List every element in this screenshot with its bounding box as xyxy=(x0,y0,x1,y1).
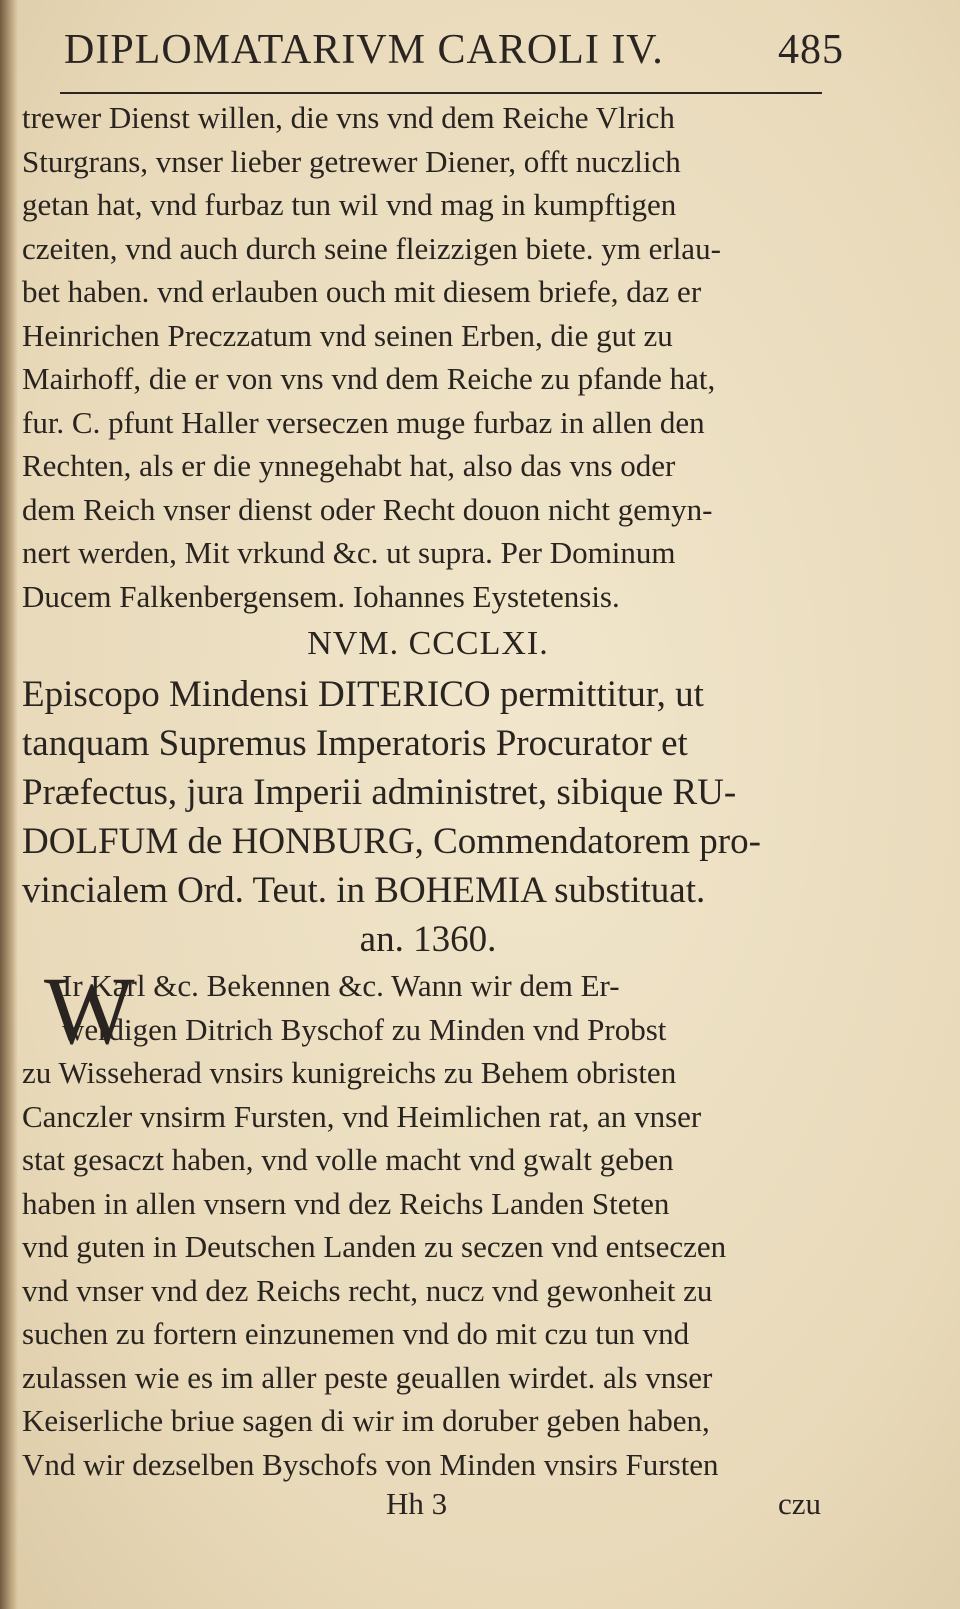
text-line: vnd vnser vnd dez Reichs recht, nucz vnd gewonheit zu xyxy=(22,1272,713,1308)
summary-line: DOLFUM de HONBURG, Commendatorem pro- xyxy=(22,821,761,862)
text-line: dem Reich vnser dienst oder Recht douon nicht gemyn- xyxy=(22,491,713,527)
text-line: zulassen wie es im aller peste geuallen wirdet. als vnser xyxy=(22,1359,713,1395)
drop-cap: W xyxy=(44,957,135,1064)
text-line: Canczler vnsirm Fursten, vnd Heimlichen rat, an vnser xyxy=(22,1098,702,1134)
text-line: Keiserliche briue sagen di wir im doruber geben haben, xyxy=(22,1403,710,1438)
text-line: bet haben. vnd erlauben ouch mit diesem briefe, daz er xyxy=(22,274,702,309)
text-line: Heinrichen Preczzatum vnd seinen Erben, die gut zu xyxy=(22,317,673,353)
text-line: Ducem Falkenbergensem. Iohannes Eystetensis. xyxy=(22,578,620,614)
charter-summary xyxy=(22,670,834,964)
text-line: getan hat, vnd furbaz tun wil vnd mag in kumpftigen xyxy=(22,187,677,222)
text-line: stat gesaczt haben, vnd volle macht vnd gwalt geben xyxy=(22,1142,674,1177)
summary-line: Præfectus, jura Imperii administret, sibique RU- xyxy=(22,772,737,813)
signature-mark: Hh 3 xyxy=(386,1486,448,1521)
text-line: vnd guten in Deutschen Landen zu seczen vnd entseczen xyxy=(22,1229,727,1264)
charter-text xyxy=(22,957,834,1486)
page-footer xyxy=(0,1486,960,1526)
section-title: NVM. CCCLXI. xyxy=(307,625,549,662)
running-title: DIPLOMATARIVM CAROLI IV. xyxy=(64,27,664,73)
page-number: 485 xyxy=(778,27,844,73)
text-line: Vnd wir dezselben Byschofs von Minden vnsirs Fursten xyxy=(22,1446,719,1482)
text-line: nert werden, Mit vrkund &c. ut supra. Per Dominum xyxy=(22,535,676,570)
summary-line: Episcopo Mindensi DITERICO permittitur, ut xyxy=(22,674,704,715)
text-line: suchen zu fortern einzunemen vnd do mit czu tun vnd xyxy=(22,1316,690,1351)
page-gutter-shadow xyxy=(0,0,18,1609)
text-line: fur. C. pfunt Haller verseczen muge furbaz in allen den xyxy=(22,404,705,440)
summary-date: an. 1360. xyxy=(359,919,497,960)
text-line: Mairhoff, die er von vns vnd dem Reiche zu pfande hat, xyxy=(22,361,716,396)
text-line: haben in allen vnsern vnd dez Reichs Landen Steten xyxy=(22,1185,670,1221)
running-header xyxy=(64,26,844,74)
previous-charter-ending xyxy=(22,96,834,618)
summary-line: tanquam Supremus Imperatoris Procurator et xyxy=(22,723,688,764)
text-line: czeiten, vnd auch durch seine fleizzigen biete. ym erlau- xyxy=(22,230,721,266)
text-line: werdigen Ditrich Byschof zu Minden vnd Probst xyxy=(62,1011,667,1047)
text-line: trewer Dienst willen, die vns vnd dem Reiche Vlrich xyxy=(22,100,675,135)
summary-line: vincialem Ord. Teut. in BOHEMIA substituat. xyxy=(22,870,706,911)
catchword: czu xyxy=(778,1486,822,1521)
text-line: Rechten, als er die ynnegehabt hat, also das vns oder xyxy=(22,448,676,483)
text-line: Ir Karl &c. Bekennen &c. Wann wir dem Er- xyxy=(62,968,620,1003)
text-line: zu Wisseherad vnsirs kunigreichs zu Behem obristen xyxy=(22,1055,677,1090)
page-text xyxy=(22,96,834,1486)
header-rule xyxy=(60,92,822,94)
text-line: Sturgrans, vnser lieber getrewer Diener, offt nuczlich xyxy=(22,143,681,179)
